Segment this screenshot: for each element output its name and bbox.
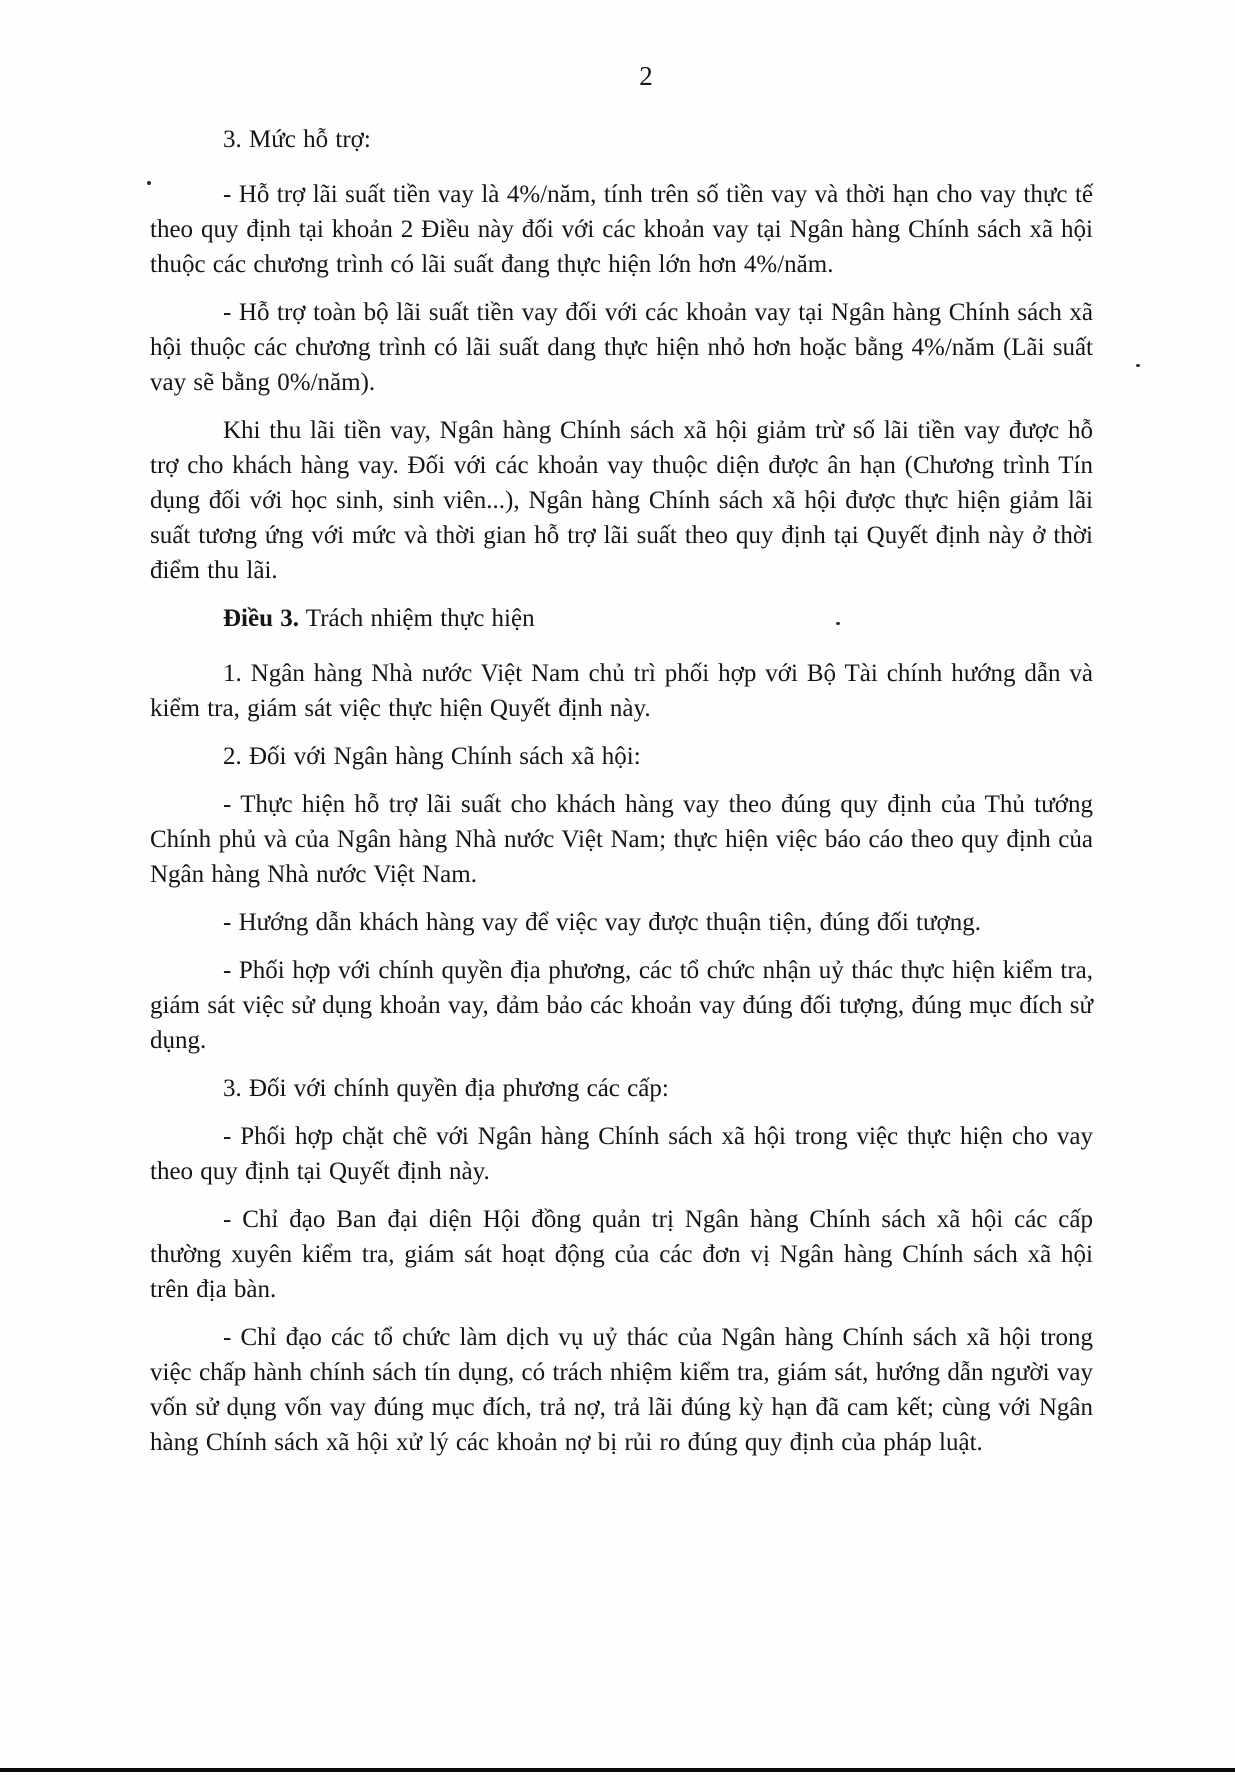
page-number-value: 2 [639,61,654,91]
scan-speck [1136,364,1140,367]
document-body [150,122,1093,1473]
scan-edge-line [0,1768,1235,1772]
scan-speck [836,622,840,625]
para-huong-dan-khach-hang: - Hướng dẫn khách hàng vay để việc vay được thuận tiện, đúng đối tượng. [223,909,982,936]
para-ho-tro-toan-bo-lai-suat: - Hỗ trợ toàn bộ lãi suất tiền vay đối với các khoản vay tại Ngân hàng Chính sách xã hội thuộc các chương trình có lãi suất dang thực hiện nhỏ hơn hoặc bằng 4%/năm (Lãi suất vay sẽ bằng 0%/năm). [150,299,1093,396]
para-chi-dao-ban-dai-dien: - Chỉ đạo Ban đại diện Hội đồng quản trị Ngân hàng Chính sách xã hội các cấp thường xuyên kiểm tra, giám sát hoạt động của các đơn vị Ngân hàng Chính sách xã hội trên địa bàn. [150,1206,1093,1303]
para-thuc-hien-ho-tro-lai-suat: - Thực hiện hỗ trợ lãi suất cho khách hàng vay theo đúng quy định của Thủ tướng Chính phủ và của Ngân hàng Nhà nước Việt Nam; thực hiện việc báo cáo theo quy định của Ngân hàng Nhà nước Việt Nam. [150,791,1093,888]
article-3-heading [150,601,1093,636]
heading-item-3-local-government: 3. Đối với chính quyền địa phương các cấp: [223,1075,669,1102]
article-3-label: Điều 3. [223,605,299,632]
para-phoi-hop-chat-che: - Phối hợp chặt chẽ với Ngân hàng Chính sách xã hội trong việc thực hiện cho vay theo quy định tại Quyết định này. [150,1123,1093,1185]
article-3-title: Trách nhiệm thực hiện [299,605,535,632]
scan-speck [147,181,151,185]
para-ho-tro-lai-suat-4-percent: - Hỗ trợ lãi suất tiền vay là 4%/năm, tính trên số tiền vay và thời hạn cho vay thực tế theo quy định tại khoản 2 Điều này đối với các khoản vay tại Ngân hàng Chính sách xã hội thuộc các chương trình có lãi suất đang thực hiện lớn hơn 4%/năm. [150,181,1093,278]
heading-muc-ho-tro: 3. Mức hỗ trợ: [223,126,371,153]
para-chi-dao-to-chuc-uy-thac: - Chỉ đạo các tổ chức làm dịch vụ uỷ thác của Ngân hàng Chính sách xã hội trong việc chấp hành chính sách tín dụng, có trách nhiệm kiểm tra, giám sát, hướng dẫn người vay vốn sử dụng vốn vay đúng mục đích, trả nợ, trả lãi đúng kỳ hạn đã cam kết; cùng với Ngân hàng Chính sách xã hội xử lý các khoản nợ bị rủi ro đúng quy định của pháp luật. [150,1324,1093,1456]
para-sbv-responsibility: 1. Ngân hàng Nhà nước Việt Nam chủ trì phối hợp với Bộ Tài chính hướng dẫn và kiểm tra, giám sát việc thực hiện Quyết định này. [150,660,1093,722]
page-number [0,60,1235,92]
para-khi-thu-lai-tien-vay: Khi thu lãi tiền vay, Ngân hàng Chính sách xã hội giảm trừ số lãi tiền vay được hỗ trợ cho khách hàng vay. Đối với các khoản vay thuộc diện được ân hạn (Chương trình Tín dụng đối với học sinh, sinh viên...), Ngân hàng Chính sách xã hội được thực hiện giảm lãi suất tương ứng với mức và thời gian hỗ trợ lãi suất theo quy định tại Quyết định này ở thời điểm thu lãi. [150,417,1093,584]
para-phoi-hop-chinh-quyen-dia-phuong: - Phối hợp với chính quyền địa phương, các tổ chức nhận uỷ thác thực hiện kiểm tra, giám sát việc sử dụng khoản vay, đảm bảo các khoản vay đúng đối tượng, đúng mục đích sử dụng. [150,957,1093,1054]
heading-item-2-vbsp: 2. Đối với Ngân hàng Chính sách xã hội: [223,743,641,770]
